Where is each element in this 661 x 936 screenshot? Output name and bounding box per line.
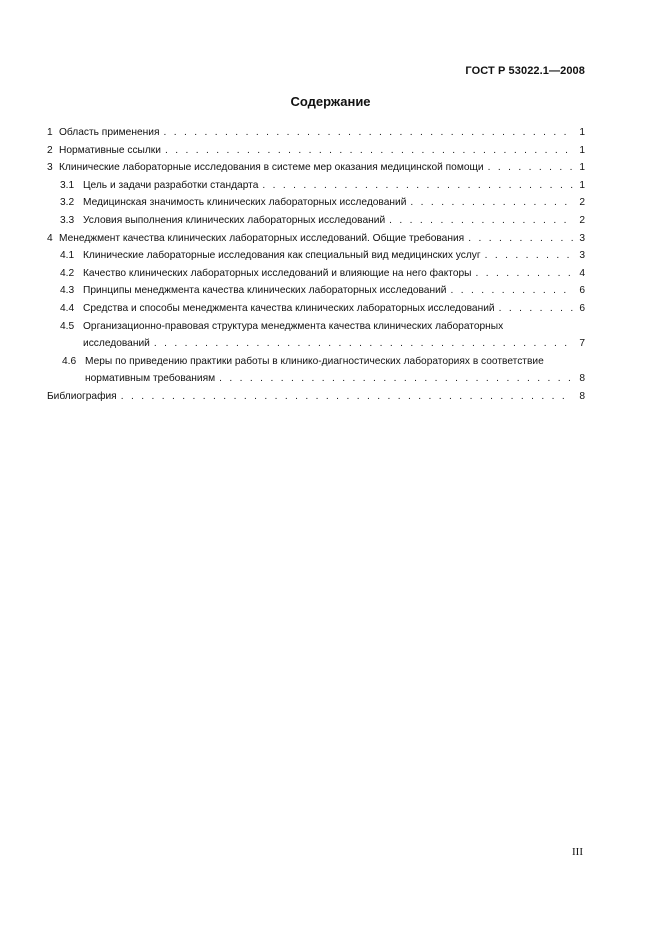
toc-entry-title: Условия выполнения клинических лабораторных исследований xyxy=(83,214,386,226)
toc-title: Содержание xyxy=(290,94,371,109)
dot-leader xyxy=(485,247,573,265)
dot-leader xyxy=(410,194,573,212)
toc-entry-title-continuation: исследований xyxy=(83,338,150,350)
toc-entry-number: 4.4 xyxy=(60,302,75,314)
toc-entry-page: 6 xyxy=(579,302,585,314)
toc-entry-page: 1 xyxy=(579,162,585,174)
toc-entry-bibliography[interactable] xyxy=(47,388,585,406)
toc-entry-page: 2 xyxy=(579,197,585,209)
dot-leader xyxy=(499,300,573,318)
dot-leader xyxy=(163,124,573,142)
toc-entry-title: Клинические лабораторные исследования как специальный вид медицинских услуг xyxy=(83,250,481,262)
toc-entry-number: 4.2 xyxy=(60,267,75,279)
toc-entry-title: Библиография xyxy=(47,390,117,402)
toc-entry-title: Организационно-правовая структура менеджмента качества клинических лабораторных xyxy=(83,320,504,332)
toc-entry-title-continuation: нормативным требованиям xyxy=(85,373,216,385)
toc-entry-title: Медицинская значимость клинических лабораторных исследований xyxy=(83,197,407,209)
toc-entry-title: Область применения xyxy=(59,127,160,138)
dot-leader xyxy=(165,142,573,160)
dot-leader xyxy=(476,265,573,283)
toc-entry-title: Менеджмент качества клинических лабораторных исследований. Общие требования xyxy=(59,232,465,244)
toc-entry-page: 3 xyxy=(579,250,585,262)
toc-entry-page: 1 xyxy=(579,144,585,156)
toc-entry-title: Качество клинических лабораторных исследований и влияющие на него факторы xyxy=(83,267,472,279)
dot-leader xyxy=(488,159,573,177)
toc-entry[interactable] xyxy=(47,318,585,353)
toc-entry-page: 8 xyxy=(579,390,585,402)
toc-entry-page: 1 xyxy=(579,127,585,138)
dot-leader xyxy=(219,370,573,388)
toc-entry-title: Средства и способы менеджмента качества клинических лабораторных исследований xyxy=(83,302,495,314)
toc-entry-number: 3.1 xyxy=(60,179,75,191)
toc-entry[interactable] xyxy=(47,159,585,177)
toc-entry-page: 4 xyxy=(579,267,585,279)
dot-leader xyxy=(468,230,573,248)
toc-entry-number: 4.3 xyxy=(60,285,75,297)
toc-entry-title: Меры по приведению практики работы в клинико-диагностических лабораториях в соответствие xyxy=(85,355,544,367)
toc-entry-page: 7 xyxy=(579,338,585,350)
dot-leader xyxy=(121,388,573,406)
dot-leader xyxy=(450,282,573,300)
toc-entry[interactable] xyxy=(47,265,585,283)
toc-entry-page: 6 xyxy=(579,285,585,297)
toc-entry-page: 3 xyxy=(579,232,585,244)
toc-entry-title: Клинические лабораторные исследования в системе мер оказания медицинской помощи xyxy=(59,162,484,174)
toc-entry-number: 3.3 xyxy=(60,214,75,226)
toc-entry[interactable] xyxy=(47,194,585,212)
toc-entry-title: Нормативные ссылки xyxy=(59,144,161,156)
toc-entry-page: 8 xyxy=(579,373,585,385)
toc-entry[interactable] xyxy=(47,124,585,142)
table-of-contents xyxy=(47,124,585,406)
toc-entry-number: 4.1 xyxy=(60,250,75,262)
toc-entry[interactable] xyxy=(47,300,585,318)
toc-entry[interactable] xyxy=(47,353,585,388)
toc-entry[interactable] xyxy=(47,247,585,265)
dot-leader xyxy=(262,177,573,195)
toc-entry[interactable] xyxy=(47,212,585,230)
toc-entry[interactable] xyxy=(47,230,585,248)
toc-entry-number: 4 xyxy=(47,232,53,244)
toc-entry[interactable] xyxy=(47,282,585,300)
toc-entry-number: 4.6 xyxy=(62,355,77,367)
toc-entry[interactable] xyxy=(47,177,585,195)
dot-leader xyxy=(154,335,573,353)
toc-entry[interactable] xyxy=(47,142,585,160)
standard-number: ГОСТ Р 53022.1—2008 xyxy=(465,65,585,77)
toc-entry-number: 1 xyxy=(47,127,53,138)
toc-entry-title: Цель и задачи разработки стандарта xyxy=(83,179,259,191)
toc-entry-page: 2 xyxy=(579,214,585,226)
toc-entry-title: Принципы менеджмента качества клинических лабораторных исследований xyxy=(83,285,447,297)
dot-leader xyxy=(389,212,573,230)
toc-entry-number: 3.2 xyxy=(60,197,75,209)
toc-entry-number: 3 xyxy=(47,162,53,174)
page-number: III xyxy=(572,846,583,858)
toc-entry-number: 2 xyxy=(47,144,53,156)
toc-entry-page: 1 xyxy=(579,179,585,191)
toc-entry-number: 4.5 xyxy=(60,320,75,332)
